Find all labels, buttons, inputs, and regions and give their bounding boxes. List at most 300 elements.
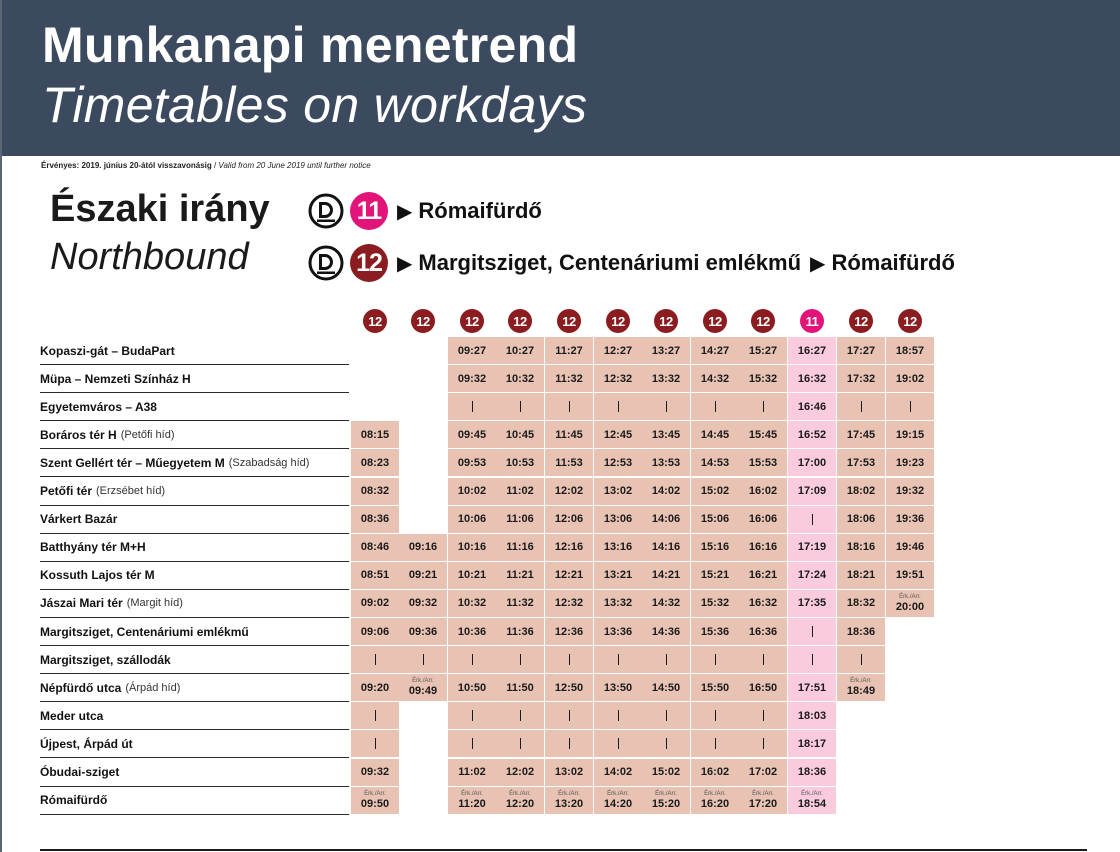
- trip-line-badge: 12: [460, 309, 484, 333]
- departure-time: 11:45: [555, 428, 583, 441]
- stop-name: Egyetemváros – A38: [40, 399, 157, 414]
- departure-cell: [837, 534, 885, 561]
- departure-time: 19:15: [895, 428, 925, 441]
- route-12: [308, 243, 955, 283]
- departure-time: 08:46: [360, 541, 390, 554]
- departure-time: 10:50: [457, 681, 487, 694]
- departure-time: 12:02: [505, 766, 535, 778]
- validity-notice: [41, 161, 371, 170]
- departure-time: 12:36: [554, 625, 584, 638]
- departure-time: 10:02: [457, 485, 487, 497]
- trip-line-badge: 12: [363, 309, 387, 333]
- departure-cell: [886, 421, 934, 448]
- departure-time: 14:32: [651, 597, 681, 610]
- departure-time: 10:06: [457, 513, 487, 526]
- departure-time: 10:16: [457, 541, 487, 554]
- pass-through-marker: [520, 401, 521, 412]
- departure-cell: [739, 674, 787, 701]
- departure-time: 18:17: [797, 737, 827, 750]
- departure-cell: [788, 421, 836, 448]
- departure-cell: [545, 618, 593, 645]
- departure-cell: [448, 449, 496, 476]
- departure-cell: [545, 478, 593, 505]
- departure-time: 12:45: [603, 428, 633, 441]
- departure-cell: [642, 506, 690, 533]
- departure-cell: [788, 393, 836, 420]
- departure-time: 12:06: [554, 513, 584, 526]
- play-arrow-icon: ▶: [397, 252, 413, 275]
- departure-cell: [837, 590, 885, 617]
- departure-cell: [739, 646, 787, 673]
- departure-cell: [496, 337, 544, 364]
- departure-time: 19:23: [895, 456, 925, 469]
- departure-cell: [886, 590, 934, 617]
- departure-time: 15:32: [748, 372, 778, 385]
- departure-cell: [448, 646, 496, 673]
- arrival-time: 15:20: [651, 797, 681, 810]
- trip-line-badge: 12: [508, 309, 532, 333]
- departure-cell: [788, 449, 836, 476]
- departure-time: 13:50: [603, 681, 633, 694]
- departure-time: 16:27: [797, 344, 827, 357]
- departure-cell: [545, 646, 593, 673]
- departure-time: 10:45: [505, 428, 535, 441]
- stop-row: [40, 702, 349, 730]
- departure-time: 11:27: [555, 344, 583, 357]
- stop-name: Jászai Mari tér: [40, 596, 123, 611]
- departure-cell: [448, 506, 496, 533]
- trip-line-badge: 12: [654, 309, 678, 333]
- departure-time: 13:16: [603, 541, 633, 554]
- departure-cell: [642, 562, 690, 589]
- departure-time: 11:32: [555, 372, 583, 385]
- departure-time: 12:32: [554, 597, 584, 610]
- pass-through-marker: [618, 401, 619, 412]
- departure-cell: [351, 787, 399, 814]
- departure-cell: [545, 506, 593, 533]
- departure-time: 09:32: [408, 597, 438, 610]
- stop-note: (Petőfi híd): [120, 428, 175, 441]
- departure-time: 12:53: [603, 456, 633, 469]
- departure-time: 14:27: [700, 344, 730, 357]
- arrival-label: Érk./Arr.: [801, 790, 823, 797]
- departure-time: 18:32: [846, 597, 876, 610]
- stop-note: (Szabadság híd): [228, 456, 310, 469]
- pass-through-marker: [618, 738, 619, 749]
- pass-through-marker: [715, 401, 716, 412]
- departure-time: 18:16: [846, 541, 876, 554]
- departure-time: 17:02: [748, 766, 778, 778]
- title-english: Timetables on workdays: [42, 77, 588, 133]
- departure-time: 11:36: [506, 625, 534, 638]
- route-11-destination: Rómaifürdő: [418, 198, 542, 223]
- departure-cell: [739, 562, 787, 589]
- departure-time: 11:16: [506, 541, 534, 554]
- bkv-d-logo-icon: [308, 193, 344, 229]
- departure-cell: [351, 730, 399, 757]
- departure-cell: [886, 478, 934, 505]
- departure-cell: [594, 506, 642, 533]
- departure-cell: [448, 674, 496, 701]
- pass-through-marker: [520, 738, 521, 749]
- departure-cell: [594, 534, 642, 561]
- departure-time: 12:27: [603, 344, 633, 357]
- departure-time: 17:35: [797, 597, 827, 610]
- departure-cell: [496, 618, 544, 645]
- route-11: [308, 191, 542, 231]
- departure-cell: [642, 702, 690, 729]
- stop-row: [40, 759, 349, 787]
- pass-through-marker: [861, 654, 862, 665]
- validity-separator: /: [211, 161, 219, 170]
- departure-cell: [739, 365, 787, 392]
- departure-cell: [594, 590, 642, 617]
- pass-through-marker: [618, 710, 619, 721]
- departure-time: 10:21: [457, 569, 487, 582]
- departure-time: 16:32: [797, 372, 827, 385]
- stop-note: (Árpád híd): [125, 681, 181, 694]
- departure-cell: [837, 646, 885, 673]
- pass-through-marker: [375, 710, 376, 721]
- stop-name: Batthyány tér M+H: [40, 540, 146, 555]
- departure-cell: [886, 506, 934, 533]
- stop-row: [40, 730, 349, 758]
- departure-time: 15:36: [700, 625, 730, 638]
- arrival-time: 18:54: [797, 797, 827, 810]
- departure-cell: [642, 674, 690, 701]
- departure-cell: [837, 365, 885, 392]
- departure-cell: [788, 759, 836, 786]
- departure-time: 12:21: [554, 569, 584, 582]
- departure-time: 19:51: [895, 569, 925, 582]
- departure-time: 15:27: [748, 344, 778, 357]
- stop-row: [40, 421, 349, 449]
- departure-cell: [448, 534, 496, 561]
- arrival-time: 09:49: [408, 685, 438, 698]
- departure-cell: [691, 449, 739, 476]
- departure-time: 16:02: [700, 766, 730, 778]
- departure-time: 18:57: [895, 344, 925, 357]
- departure-cell: [351, 506, 399, 533]
- departure-time: 15:06: [700, 513, 730, 526]
- departure-cell: [496, 506, 544, 533]
- departure-cell: [691, 506, 739, 533]
- departure-cell: [837, 674, 885, 701]
- stop-name: Szent Gellért tér – Műegyetem M: [40, 455, 225, 470]
- departure-time: 19:46: [895, 541, 925, 554]
- departure-cell: [496, 365, 544, 392]
- departure-time: 10:32: [457, 597, 487, 610]
- departure-time: 15:02: [700, 485, 730, 497]
- departure-time: 17:24: [797, 569, 827, 582]
- departure-time: 09:45: [457, 428, 487, 441]
- title-hungarian: Munkanapi menetrend: [42, 17, 579, 73]
- departure-cell: [837, 337, 885, 364]
- departure-time: 18:36: [797, 766, 827, 778]
- departure-cell: [837, 506, 885, 533]
- arrival-label: Érk./Arr.: [461, 790, 483, 797]
- departure-time: 18:21: [846, 569, 876, 582]
- departure-time: 15:53: [748, 456, 778, 469]
- departure-cell: [691, 562, 739, 589]
- departure-cell: [594, 562, 642, 589]
- departure-cell: [448, 590, 496, 617]
- arrival-label: Érk./Arr.: [655, 790, 677, 797]
- departure-cell: [399, 562, 447, 589]
- departure-cell: [691, 421, 739, 448]
- departure-cell: [691, 674, 739, 701]
- departure-cell: [886, 393, 934, 420]
- departure-cell: [496, 562, 544, 589]
- departure-time: 08:51: [360, 569, 390, 582]
- departure-time: 09:32: [360, 766, 390, 778]
- departure-time: 11:53: [555, 456, 583, 469]
- departure-cell: [594, 449, 642, 476]
- stop-row: [40, 393, 349, 421]
- stop-name: Meder utca: [40, 708, 104, 723]
- trip-line-badge: 11: [800, 309, 824, 333]
- departure-time: 13:02: [603, 485, 633, 497]
- departure-cell: [351, 478, 399, 505]
- stop-name: Margitsziget, Centenáriumi emlékmű: [40, 624, 249, 639]
- stop-row: [40, 618, 349, 646]
- departure-cell: [594, 674, 642, 701]
- header-banner: [2, 0, 1120, 156]
- pass-through-marker: [569, 738, 570, 749]
- departure-cell: [837, 449, 885, 476]
- departure-cell: [788, 646, 836, 673]
- departure-time: 17:00: [797, 456, 827, 469]
- trip-line-badge: 12: [411, 309, 435, 333]
- arrival-label: Érk./Arr.: [412, 678, 434, 685]
- departure-cell: [545, 449, 593, 476]
- pass-through-marker: [666, 654, 667, 665]
- stop-row: [40, 449, 349, 477]
- bkv-d-logo-icon: [308, 245, 344, 281]
- direction-english: Northbound: [50, 236, 249, 278]
- line-12-badge: 12: [350, 244, 388, 282]
- departure-cell: [594, 618, 642, 645]
- departure-cell: [788, 787, 836, 814]
- departure-time: 16:16: [748, 541, 778, 554]
- arrival-time: 12:20: [505, 797, 535, 810]
- trip-line-badge: 12: [606, 309, 630, 333]
- arrival-time: 20:00: [895, 600, 925, 613]
- departure-time: 12:16: [554, 541, 584, 554]
- stop-name: Margitsziget, szállodák: [40, 652, 171, 667]
- departure-cell: [788, 590, 836, 617]
- departure-cell: [691, 618, 739, 645]
- departure-cell: [496, 702, 544, 729]
- departure-time: 10:27: [505, 344, 535, 357]
- departure-time: 13:27: [651, 344, 681, 357]
- pass-through-marker: [375, 654, 376, 665]
- departure-cell: [739, 393, 787, 420]
- departure-cell: [691, 702, 739, 729]
- departure-cell: [739, 534, 787, 561]
- departure-time: 15:02: [651, 766, 681, 778]
- departure-cell: [788, 562, 836, 589]
- departure-time: 16:06: [748, 513, 778, 526]
- arrival-label: Érk./Arr.: [850, 678, 872, 685]
- departure-cell: [691, 365, 739, 392]
- departure-time: 09:02: [360, 597, 390, 610]
- departure-cell: [545, 534, 593, 561]
- arrival-time: 11:20: [458, 797, 486, 810]
- departure-time: 16:32: [748, 597, 778, 610]
- departure-cell: [351, 759, 399, 786]
- line-11-badge: 11: [350, 192, 388, 230]
- arrival-label: Érk./Arr.: [364, 790, 386, 797]
- departure-time: 16:02: [748, 485, 778, 497]
- stop-row: [40, 365, 349, 393]
- departure-cell: [594, 759, 642, 786]
- departure-cell: [886, 337, 934, 364]
- departure-time: 10:53: [505, 456, 535, 469]
- departure-cell: [351, 534, 399, 561]
- departure-time: 14:50: [651, 681, 681, 694]
- departure-time: 09:21: [408, 569, 438, 582]
- departure-cell: [788, 534, 836, 561]
- departure-time: 14:02: [603, 766, 633, 778]
- departure-time: 16:50: [748, 681, 778, 694]
- departure-cell: [642, 393, 690, 420]
- departure-cell: [448, 702, 496, 729]
- pass-through-marker: [375, 738, 376, 749]
- departure-cell: [351, 421, 399, 448]
- arrival-label: Érk./Arr.: [752, 790, 774, 797]
- stop-note: (Margit híd): [126, 597, 183, 610]
- departure-cell: [739, 787, 787, 814]
- departure-cell: [837, 393, 885, 420]
- trip-line-badge: 12: [751, 309, 775, 333]
- departure-cell: [351, 449, 399, 476]
- departure-time: 13:53: [651, 456, 681, 469]
- stop-row: [40, 534, 349, 562]
- route-12-final-destination: Rómaifürdő: [831, 250, 955, 275]
- departure-cell: [545, 702, 593, 729]
- departure-cell: [399, 674, 447, 701]
- pass-through-marker: [715, 738, 716, 749]
- departure-time: 11:21: [506, 569, 534, 582]
- departure-time: 16:52: [797, 428, 827, 441]
- pass-through-marker: [520, 654, 521, 665]
- departure-cell: [594, 421, 642, 448]
- departure-time: 13:02: [554, 766, 584, 778]
- departure-cell: [788, 702, 836, 729]
- pass-through-marker: [763, 738, 764, 749]
- stop-note: (Erzsébet híd): [96, 485, 166, 497]
- departure-time: 08:15: [360, 428, 390, 441]
- departure-time: 11:02: [458, 766, 486, 778]
- departure-cell: [351, 646, 399, 673]
- departure-cell: [788, 478, 836, 505]
- departure-cell: [448, 759, 496, 786]
- departure-cell: [496, 590, 544, 617]
- departure-cell: [691, 478, 739, 505]
- departure-cell: [886, 449, 934, 476]
- departure-time: 17:51: [797, 681, 827, 694]
- departure-time: 11:02: [506, 485, 534, 497]
- departure-cell: [545, 730, 593, 757]
- arrival-time: 16:20: [700, 797, 730, 810]
- departure-cell: [545, 759, 593, 786]
- departure-time: 13:36: [603, 625, 633, 638]
- departure-cell: [642, 337, 690, 364]
- departure-time: 19:32: [895, 485, 925, 497]
- departure-cell: [496, 534, 544, 561]
- departure-cell: [496, 730, 544, 757]
- departure-time: 15:32: [700, 597, 730, 610]
- stop-name: Kossuth Lajos tér M: [40, 568, 155, 583]
- departure-cell: [642, 759, 690, 786]
- arrival-label: Érk./Arr.: [558, 790, 580, 797]
- departure-time: 10:36: [457, 625, 487, 638]
- departure-time: 12:32: [603, 372, 633, 385]
- departure-cell: [545, 674, 593, 701]
- departure-cell: [642, 646, 690, 673]
- departure-time: 19:02: [895, 372, 925, 385]
- departure-cell: [594, 337, 642, 364]
- pass-through-marker: [569, 401, 570, 412]
- pass-through-marker: [569, 710, 570, 721]
- departure-cell: [399, 534, 447, 561]
- departure-cell: [448, 787, 496, 814]
- arrival-label: Érk./Arr.: [509, 790, 531, 797]
- departure-cell: [642, 534, 690, 561]
- departure-cell: [351, 590, 399, 617]
- departure-cell: [837, 478, 885, 505]
- departure-time: 15:50: [700, 681, 730, 694]
- departure-time: 14:16: [651, 541, 681, 554]
- departure-time: 15:21: [700, 569, 730, 582]
- trip-line-badge: 12: [849, 309, 873, 333]
- validity-hu: Érvényes: 2019. június 20-ától visszavonásig: [41, 161, 212, 170]
- departure-cell: [545, 393, 593, 420]
- stop-name: Boráros tér H: [40, 427, 117, 442]
- departure-time: 17:19: [797, 541, 827, 554]
- departure-cell: [594, 646, 642, 673]
- departure-cell: [788, 337, 836, 364]
- departure-time: 13:32: [603, 597, 633, 610]
- arrival-time: 09:50: [360, 797, 390, 810]
- pass-through-marker: [763, 710, 764, 721]
- departure-time: 14:32: [700, 372, 730, 385]
- play-arrow-icon: ▶: [810, 252, 826, 275]
- route-12-destination: Margitsziget, Centenáriumi emlékmű: [418, 250, 802, 275]
- direction-hungarian: Északi irány: [50, 188, 270, 230]
- departure-cell: [642, 478, 690, 505]
- stop-row: [40, 562, 349, 590]
- departure-cell: [739, 590, 787, 617]
- stop-row: [40, 674, 349, 702]
- stop-row: [40, 787, 349, 815]
- departure-cell: [739, 421, 787, 448]
- departure-cell: [399, 590, 447, 617]
- stop-name: Várkert Bazár: [40, 512, 118, 527]
- departure-cell: [691, 646, 739, 673]
- departure-time: 16:36: [748, 625, 778, 638]
- departure-cell: [545, 787, 593, 814]
- departure-cell: [448, 562, 496, 589]
- departure-cell: [739, 618, 787, 645]
- departure-cell: [642, 449, 690, 476]
- departure-cell: [739, 337, 787, 364]
- departure-cell: [886, 365, 934, 392]
- departure-time: 10:32: [505, 372, 535, 385]
- stop-name: Kopaszi-gát – BudaPart: [40, 343, 175, 358]
- departure-time: 11:50: [506, 681, 534, 694]
